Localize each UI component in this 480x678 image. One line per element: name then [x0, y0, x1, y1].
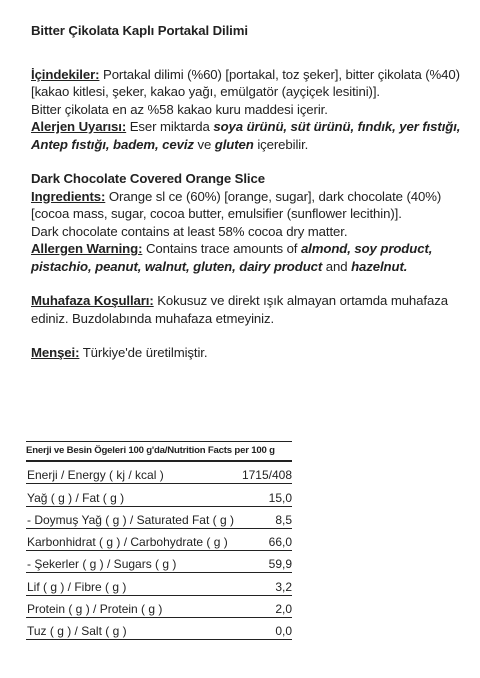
nutrition-label: Enerji / Energy ( kj / kcal ) [27, 468, 164, 483]
origin-label: Menşei: [31, 345, 80, 360]
nutrition-row-fibre [26, 573, 292, 595]
nutrition-table [26, 441, 292, 640]
ingredients-text-en: Orange sl ce (60%) [orange, sugar], dark chocolate (40%) [cocoa mass, sugar, cocoa butter, emulsifier (sunflower lecithin)]. [31, 188, 442, 221]
ingredients-text-tr: Portakal dilimi (%60) [portakal, toz şeker], bitter çikolata (%40) [kakao kitlesi, şeker, kakao yağı, emülgatör (ayçiçek lesitini)]. [31, 66, 460, 99]
storage-label: Muhafaza Koşulları: [31, 293, 154, 308]
allergen-label-tr: Alerjen Uyarısı: [31, 119, 127, 134]
cocoa-text-tr: Bitter çikolata en az %58 kakao kuru maddesi içerir. [31, 101, 328, 117]
allergen-items-en: almond, soy product, pistachio, peanut, walnut, gluten, dairy product [31, 241, 433, 274]
nutrition-label: - Şekerler ( g ) / Sugars ( g ) [27, 557, 177, 572]
allergen-tr [31, 118, 461, 153]
allergen-pre-tr: Eser miktarda [126, 119, 214, 134]
nutrition-row-salt [26, 618, 292, 640]
nutrition-label: Lif ( g ) / Fibre ( g ) [27, 579, 127, 594]
ingredients-label-tr: İçindekiler: [31, 66, 100, 82]
storage-text: Kokusuz ve direkt ışık almayan ortamda muhafaza ediniz. Buzdolabında muhafaza etmeyiniz. [31, 293, 448, 326]
nutrition-label: Protein ( g ) / Protein ( g ) [27, 602, 163, 617]
ingredients-en [31, 188, 461, 223]
nutrition-label: Yağ ( g ) / Fat ( g ) [27, 490, 125, 505]
allergen-post-tr: içerebilir. [253, 136, 309, 152]
nutrition-row-protein [26, 596, 292, 618]
nutrition-value: 59,9 [268, 557, 292, 572]
allergen-pre-en: Contains trace amounts of [142, 241, 301, 256]
nutrition-value: 15,0 [268, 490, 292, 505]
product-label [31, 22, 461, 362]
allergen-en [31, 240, 461, 275]
allergen-gluten-tr: gluten [214, 136, 254, 152]
allergen-hazelnut-en: hazelnut. [351, 258, 408, 274]
allergen-mid-en: and [322, 258, 352, 274]
origin [31, 344, 461, 362]
product-title-tr: Bitter Çikolata Kaplı Portakal Dilimi [31, 23, 248, 38]
nutrition-value: 8,5 [275, 512, 292, 527]
allergen-label-en: Allergen Warning: [31, 241, 143, 256]
nutrition-header: Enerji ve Besin Ögeleri 100 g'da/Nutrition Facts per 100 g [26, 441, 292, 462]
storage-conditions [31, 292, 461, 327]
nutrition-label: Tuz ( g ) / Salt ( g ) [27, 624, 127, 639]
ingredients-tr [31, 66, 461, 101]
nutrition-label: Karbonhidrat ( g ) / Carbohydrate ( g ) [27, 535, 228, 550]
nutrition-value: 0,0 [275, 624, 292, 639]
cocoa-text-en: Dark chocolate contains at least 58% cocoa dry matter. [31, 223, 348, 239]
nutrition-row-energy [26, 462, 292, 484]
allergen-mid-tr: ve [193, 136, 215, 152]
nutrition-value: 1715/408 [241, 468, 292, 483]
nutrition-row-saturated-fat [26, 507, 292, 529]
ingredients-label-en: Ingredients: [31, 188, 106, 204]
nutrition-row-sugars [26, 551, 292, 573]
origin-text: Türkiye'de üretilmiştir. [79, 345, 208, 360]
nutrition-label: - Doymuş Yağ ( g ) / Saturated Fat ( g ) [27, 512, 234, 527]
nutrition-value: 3,2 [275, 579, 292, 594]
nutrition-value: 66,0 [268, 535, 292, 550]
product-title-en: Dark Chocolate Covered Orange Slice [31, 171, 265, 186]
nutrition-value: 2,0 [275, 602, 292, 617]
allergen-items-tr: soya ürünü, süt ürünü, fındık, yer fıstığı, Antep fıstığı, badem, ceviz [31, 119, 461, 152]
nutrition-row-carbohydrate [26, 529, 292, 551]
nutrition-row-fat [26, 484, 292, 506]
